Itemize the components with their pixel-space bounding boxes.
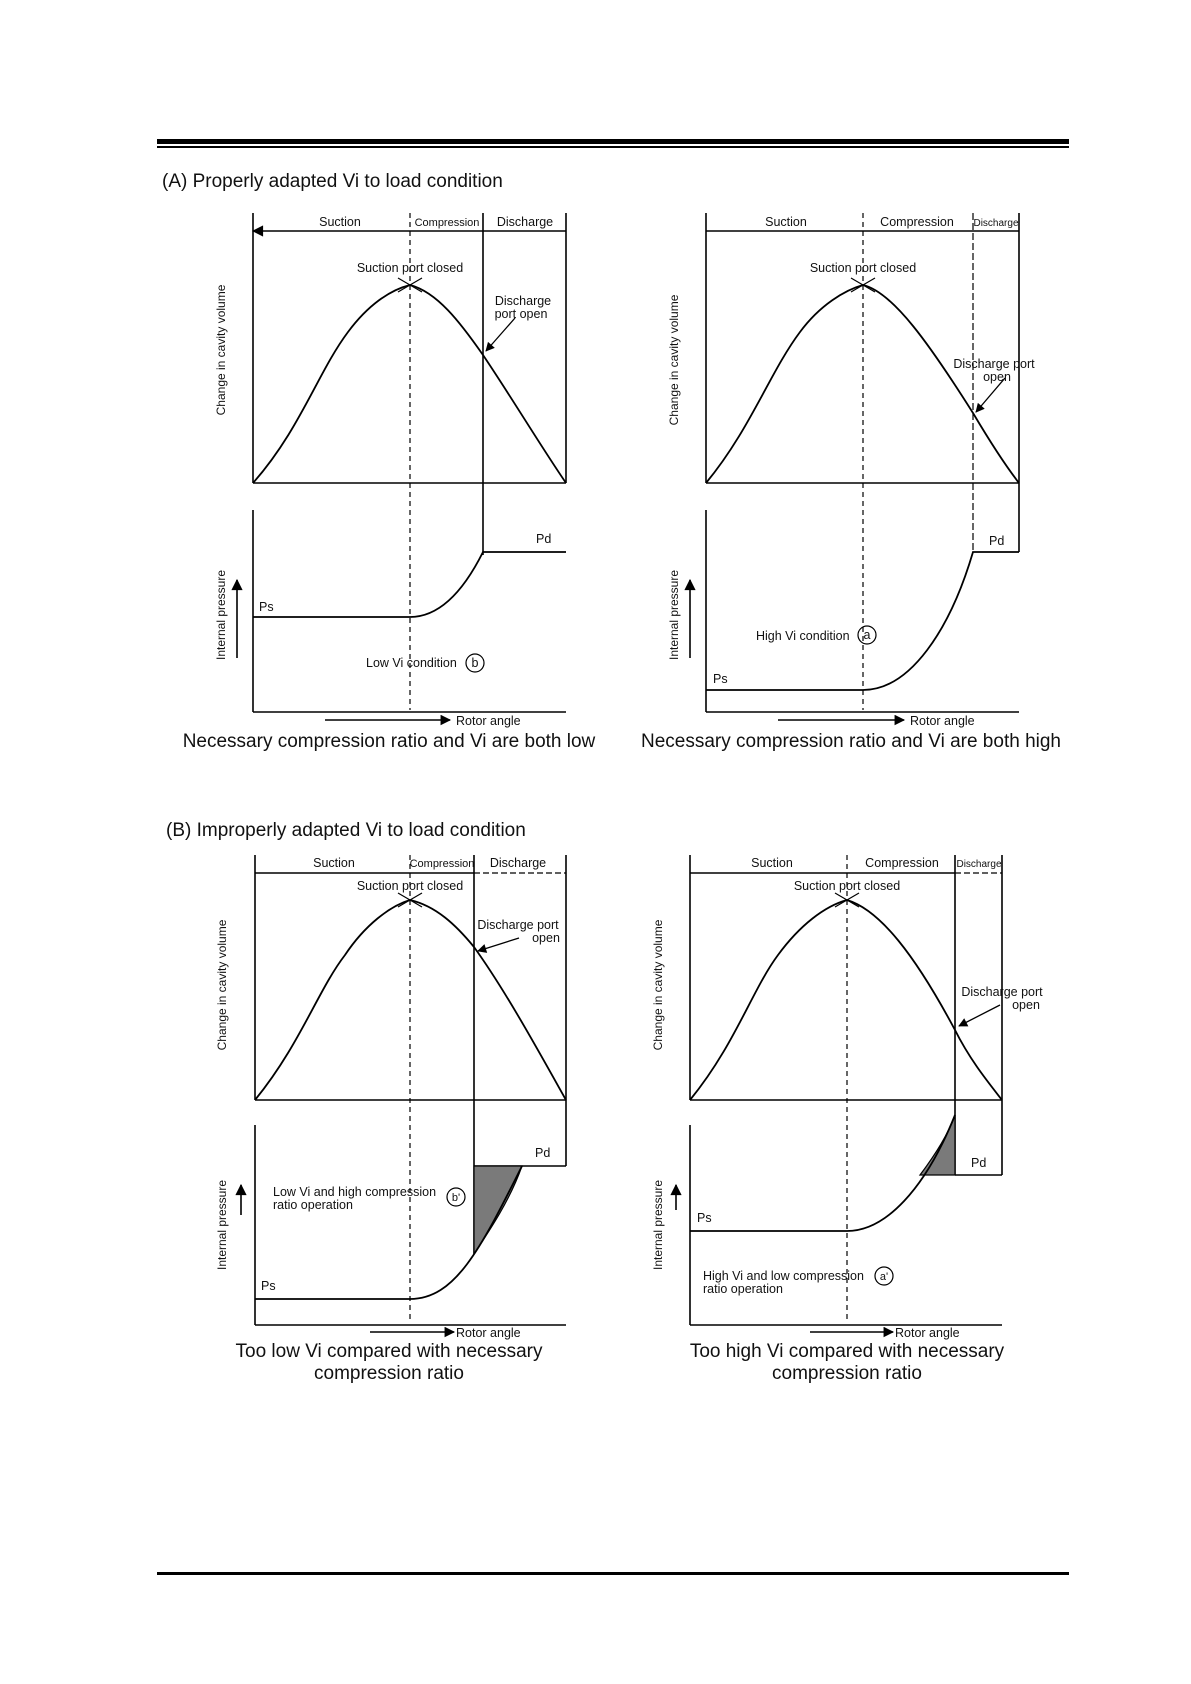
label-suction-port-closed: Suction port closed bbox=[356, 261, 464, 275]
condition-label-line1: High Vi and low compression bbox=[703, 1269, 864, 1283]
discharge-port-arrow bbox=[959, 1005, 1000, 1026]
label-suction: Suction bbox=[765, 215, 807, 229]
label-discharge: Discharge bbox=[956, 859, 1002, 870]
condition-marker: b' bbox=[451, 1192, 461, 1204]
axis-volume-label: Change in cavity volume bbox=[667, 294, 681, 426]
caption-line1: Too low Vi compared with necessary bbox=[235, 1341, 543, 1362]
axis-volume-label: Change in cavity volume bbox=[215, 919, 229, 1051]
label-ps: Ps bbox=[261, 1279, 276, 1293]
label-suction-port-closed: Suction port closed bbox=[793, 879, 901, 893]
label-ps: Ps bbox=[259, 600, 274, 614]
panel-b-left-text bbox=[215, 856, 560, 1384]
label-discharge-port: Discharge port bbox=[477, 918, 559, 932]
label-discharge-port: Discharge port bbox=[961, 985, 1043, 999]
shaded-loss-area bbox=[920, 1115, 955, 1175]
caption-line2: compression ratio bbox=[314, 1363, 464, 1384]
label-ps: Ps bbox=[713, 672, 728, 686]
panel-a-left bbox=[237, 213, 566, 720]
section-a-title: (A) Properly adapted Vi to load condition bbox=[162, 171, 503, 192]
axis-pressure-label: Internal pressure bbox=[651, 1179, 665, 1271]
condition-marker: a' bbox=[879, 1271, 889, 1283]
label-pd: Pd bbox=[971, 1156, 987, 1170]
condition-label-line1: Low Vi and high compression bbox=[273, 1185, 437, 1199]
axis-pressure-label: Internal pressure bbox=[214, 569, 228, 661]
label-compression: Compression bbox=[865, 856, 939, 870]
label-discharge: Discharge bbox=[496, 215, 554, 229]
condition-marker: b bbox=[471, 656, 479, 670]
discharge-port-arrow bbox=[478, 938, 519, 951]
condition-label: Low Vi condition bbox=[366, 656, 457, 670]
caption: Necessary compression ratio and Vi are both high bbox=[641, 731, 1061, 752]
axis-volume-label: Change in cavity volume bbox=[214, 284, 228, 416]
label-suction: Suction bbox=[319, 215, 361, 229]
label-rotor-angle: Rotor angle bbox=[895, 1326, 960, 1340]
label-compression: Compression bbox=[414, 217, 480, 229]
axis-volume-label: Change in cavity volume bbox=[651, 919, 665, 1051]
label-ps: Ps bbox=[697, 1211, 712, 1225]
condition-label: High Vi condition bbox=[756, 629, 850, 643]
label-discharge: Discharge bbox=[973, 218, 1019, 229]
label-pd: Pd bbox=[536, 532, 552, 546]
condition-marker: a bbox=[863, 628, 871, 642]
condition-label-line2: ratio operation bbox=[273, 1198, 353, 1212]
condition-label-line2: ratio operation bbox=[703, 1282, 783, 1296]
label-open: open bbox=[983, 370, 1011, 384]
label-discharge-port: Discharge bbox=[494, 294, 552, 308]
label-rotor-angle: Rotor angle bbox=[456, 714, 521, 728]
label-port-open: port open bbox=[494, 307, 548, 321]
label-pd: Pd bbox=[535, 1146, 551, 1160]
panel-a-right bbox=[690, 213, 1019, 720]
label-suction-port-closed: Suction port closed bbox=[809, 261, 917, 275]
label-compression: Compression bbox=[409, 858, 475, 870]
label-discharge-port: Discharge port bbox=[953, 357, 1035, 371]
label-open: open bbox=[1012, 998, 1040, 1012]
label-discharge: Discharge bbox=[489, 856, 547, 870]
label-open: open bbox=[532, 931, 560, 945]
label-compression: Compression bbox=[880, 215, 954, 229]
label-rotor-angle: Rotor angle bbox=[910, 714, 975, 728]
axis-pressure-label: Internal pressure bbox=[667, 569, 681, 661]
axis-pressure-label: Internal pressure bbox=[215, 1179, 229, 1271]
caption: Necessary compression ratio and Vi are both low bbox=[182, 731, 596, 752]
caption-line1: Too high Vi compared with necessary bbox=[689, 1341, 1005, 1362]
panel-b-right bbox=[676, 855, 1002, 1332]
label-suction-port-closed: Suction port closed bbox=[356, 879, 464, 893]
discharge-port-arrow bbox=[486, 318, 515, 351]
label-pd: Pd bbox=[989, 534, 1005, 548]
caption-line2: compression ratio bbox=[772, 1363, 922, 1384]
section-b-title: (B) Improperly adapted Vi to load condition bbox=[166, 820, 526, 841]
label-rotor-angle: Rotor angle bbox=[456, 1326, 521, 1340]
label-suction: Suction bbox=[751, 856, 793, 870]
label-suction: Suction bbox=[313, 856, 355, 870]
pressure-curve bbox=[690, 1115, 955, 1231]
